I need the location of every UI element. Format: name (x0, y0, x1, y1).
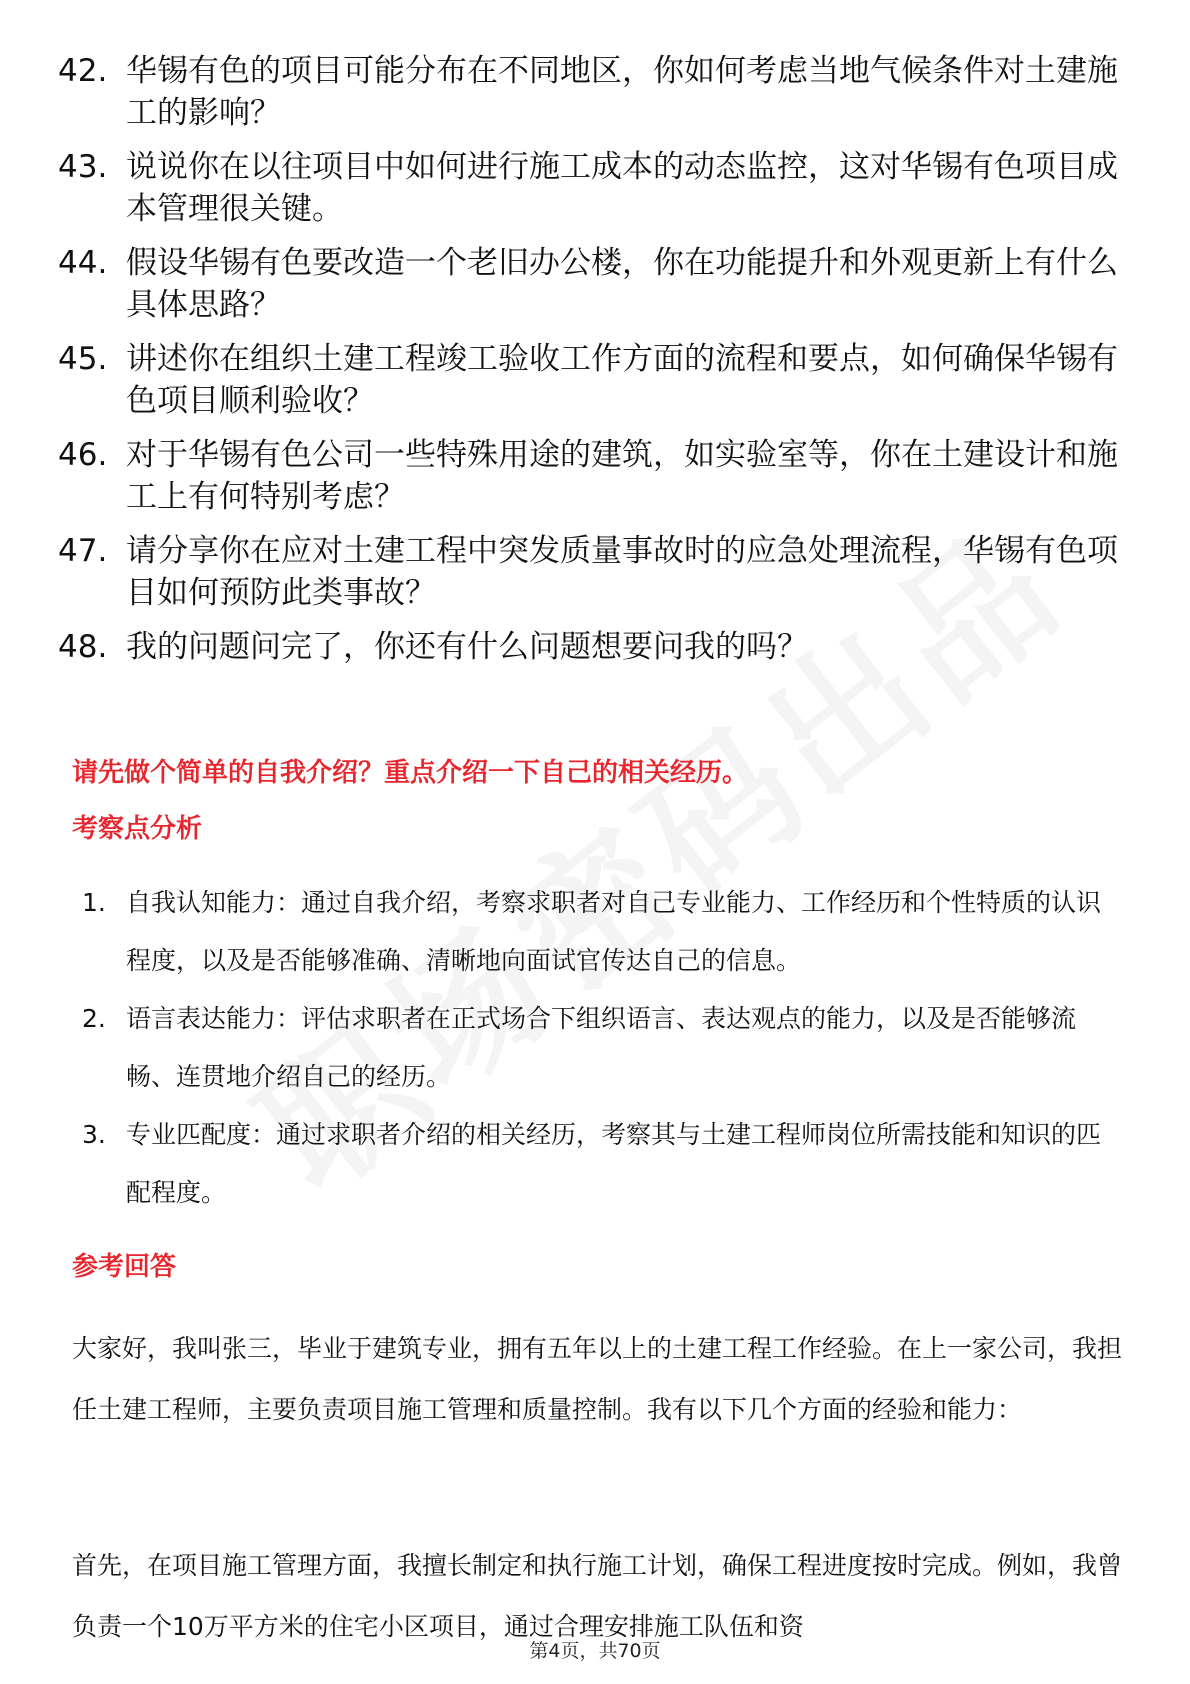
question-text: 假设华锡有色要改造一个老旧办公楼，你在功能提升和外观更新上有什么具体思路？ (126, 245, 1118, 323)
analysis-item (82, 990, 1122, 1106)
analysis-text: 语言表达能力：评估求职者在正式场合下组织语言、表达观点的能力，以及是否能够流畅、连贯地介绍自己的经历。 (126, 1004, 1077, 1091)
question-number: 48. (58, 629, 108, 665)
question-item (58, 434, 1118, 518)
analysis-text: 专业匹配度：通过求职者介绍的相关经历，考察其与土建工程师岗位所需技能和知识的匹配程度。 (126, 1120, 1102, 1207)
answer-heading: 参考回答 (72, 1252, 177, 1282)
analysis-list (82, 874, 1122, 1222)
question-text: 对于华锡有色公司一些特殊用途的建筑，如实验室等，你在土建设计和施工上有何特别考虑？ (126, 437, 1118, 515)
answer-paragraph: 首先，在项目施工管理方面，我擅长制定和执行施工计划，确保工程进度按时完成。例如，我曾负责一个10万平方米的住宅小区项目，通过合理安排施工队伍和资 (72, 1551, 1123, 1641)
analysis-text: 自我认知能力：通过自我介绍，考察求职者对自己专业能力、工作经历和个性特质的认识程度，以及是否能够准确、清晰地向面试官传达自己的信息。 (126, 888, 1102, 975)
analysis-item (82, 1106, 1122, 1222)
analysis-number: 2. (82, 1004, 106, 1033)
question-list (58, 50, 1118, 680)
question-number: 43. (58, 149, 108, 185)
question-text: 说说你在以往项目中如何进行施工成本的动态监控，这对华锡有色项目成本管理很关键。 (126, 149, 1118, 227)
question-text: 我的问题问完了，你还有什么问题想要问我的吗？ (126, 629, 808, 665)
answer-paragraph: 大家好，我叫张三，毕业于建筑专业，拥有五年以上的土建工程工作经验。在上一家公司，我担任土建工程师，主要负责项目施工管理和质量控制。我有以下几个方面的经验和能力： (72, 1334, 1123, 1424)
question-item (58, 338, 1118, 422)
question-text: 讲述你在组织土建工程竣工验收工作方面的流程和要点，如何确保华锡有色项目顺利验收？ (126, 341, 1118, 419)
question-text: 请分享你在应对土建工程中突发质量事故时的应急处理流程，华锡有色项目如何预防此类事故？ (126, 533, 1118, 611)
question-item (58, 242, 1118, 326)
section-title: 请先做个简单的自我介绍？重点介绍一下自己的相关经历。 (72, 758, 749, 788)
question-item (58, 146, 1118, 230)
question-number: 46. (58, 437, 108, 473)
question-item (58, 50, 1118, 134)
question-item (58, 530, 1118, 614)
analysis-number: 1. (82, 888, 106, 917)
question-number: 47. (58, 533, 108, 569)
analysis-number: 3. (82, 1120, 106, 1149)
question-number: 42. (58, 53, 108, 89)
analysis-heading: 考察点分析 (72, 814, 203, 844)
question-number: 44. (58, 245, 108, 281)
question-text: 华锡有色的项目可能分布在不同地区，你如何考虑当地气候条件对土建施工的影响？ (126, 53, 1118, 131)
question-item (58, 626, 1118, 668)
page-footer: 第4页，共70页 (529, 1640, 661, 1662)
analysis-item (82, 874, 1122, 990)
question-number: 45. (58, 341, 108, 377)
